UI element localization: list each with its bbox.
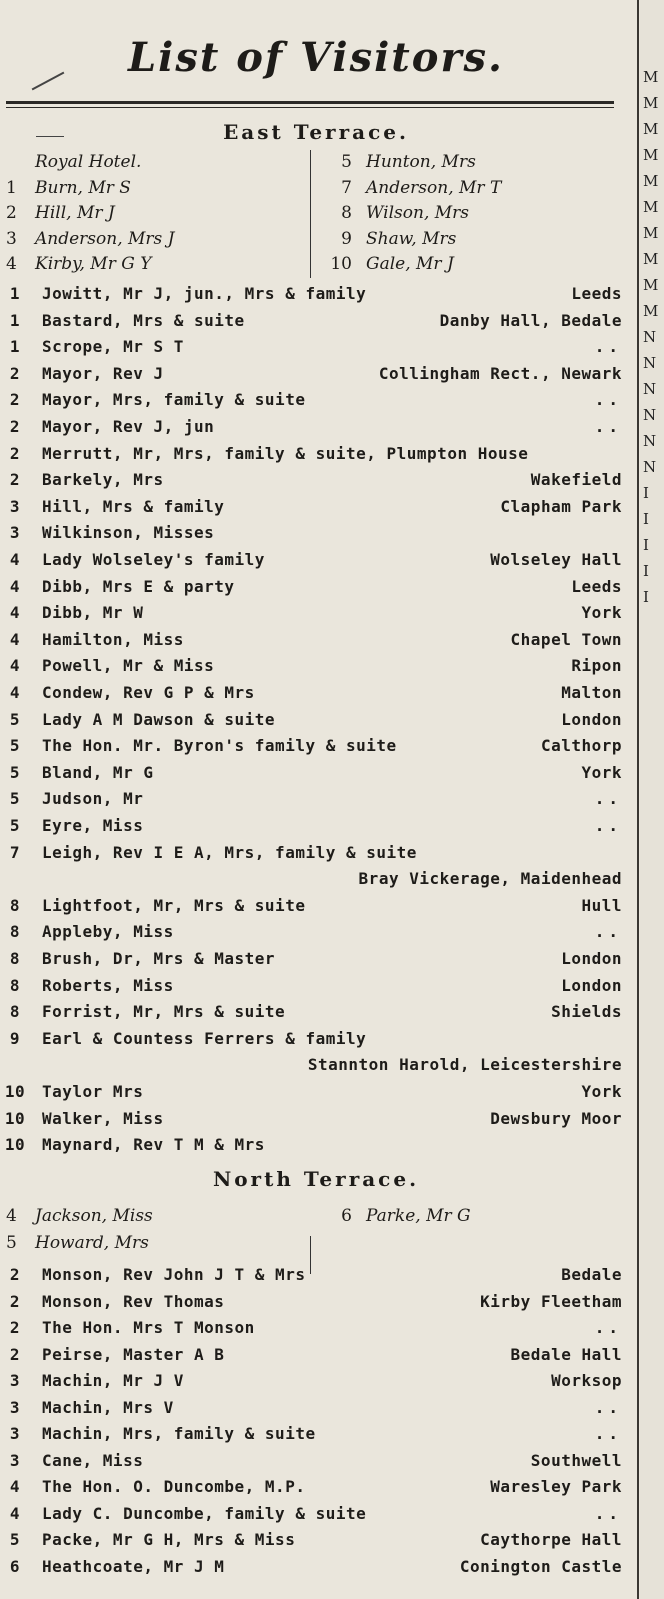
- lodging-number: 5: [9, 1530, 21, 1549]
- margin-letter: M: [643, 198, 659, 216]
- lodging-number: 3: [9, 496, 21, 516]
- visitor-row: [0, 896, 632, 923]
- guest-name: Wilson, Mrs: [366, 203, 470, 223]
- hotel-row: [0, 254, 632, 280]
- lodging-number: 2: [9, 1265, 21, 1284]
- visitor-name: Leigh, Rev I E A, Mrs, family & suite: [42, 842, 417, 862]
- visitor-residence: Collingham Rect., Newark: [378, 363, 622, 383]
- visitor-row: [0, 444, 632, 471]
- margin-letter: M: [643, 68, 659, 86]
- visitor-residence: Worksop: [551, 1371, 622, 1390]
- visitor-residence: Bray Vickerage, Maidenhead: [358, 869, 622, 889]
- lodging-number: 4: [9, 683, 21, 702]
- room-number: 5: [341, 152, 352, 172]
- visitor-name: Bastard, Mrs & suite: [42, 310, 245, 330]
- visitor-row: [0, 550, 632, 577]
- visitor-row: [0, 789, 632, 816]
- lodging-number: 2: [9, 1344, 21, 1364]
- visitor-name: Condew, Rev G P & Mrs: [42, 683, 255, 702]
- visitor-name: Monson, Rev Thomas: [42, 1291, 225, 1311]
- visitor-name: Scrope, Mr S T: [42, 337, 184, 357]
- visitor-residence: Wolseley Hall: [490, 550, 622, 569]
- visitor-row: [0, 736, 632, 763]
- visitor-row: [0, 1504, 632, 1531]
- lodging-number: 4: [9, 656, 21, 676]
- lodging-number: 10: [4, 1108, 26, 1128]
- section-east-terrace: East Terrace.: [223, 120, 409, 144]
- guest-name: Jackson, Miss: [35, 1206, 153, 1226]
- visitor-name: Roberts, Miss: [42, 975, 174, 995]
- visitor-name: Taylor Mrs: [42, 1082, 144, 1101]
- visitor-residence: Hull: [581, 895, 622, 915]
- visitor-name: Maynard, Rev T M & Mrs: [42, 1135, 265, 1155]
- column-divider: [310, 150, 311, 278]
- visitor-name: Barkely, Mrs: [42, 470, 164, 490]
- visitor-residence: Southwell: [530, 1450, 622, 1470]
- visitor-residence: York: [581, 603, 622, 623]
- lodging-number: 7: [9, 842, 21, 862]
- visitor-row: [0, 976, 632, 1003]
- room-number: 5: [6, 1233, 17, 1253]
- visitor-row: [0, 949, 632, 976]
- visitor-row: [0, 816, 632, 843]
- margin-letter: I: [643, 588, 649, 606]
- room-number: 7: [341, 177, 352, 198]
- visitor-row: [0, 630, 632, 657]
- margin-letter: N: [643, 458, 657, 476]
- room-number: 10: [330, 254, 352, 274]
- visitor-name: Mayor, Rev J: [42, 363, 164, 383]
- lodging-number: 3: [9, 1397, 21, 1417]
- visitor-name: Machin, Mrs V: [42, 1397, 174, 1417]
- margin-letter: M: [643, 146, 659, 164]
- visitor-residence: London: [561, 975, 622, 995]
- visitor-row: [0, 1002, 632, 1029]
- visitor-name: Heathcoate, Mr J M: [42, 1556, 225, 1576]
- guest-name: Parke, Mr G: [366, 1206, 471, 1226]
- visitor-name: Judson, Mr: [42, 789, 144, 809]
- visitor-row: [0, 497, 632, 524]
- lodging-number: 4: [9, 550, 21, 569]
- margin-letter: M: [643, 276, 659, 294]
- lodging-number: 8: [9, 895, 21, 915]
- visitor-name: The Hon. Mrs T Monson: [42, 1318, 255, 1337]
- visitor-residence: Danby Hall, Bedale: [439, 310, 622, 330]
- visitor-name: Lady Wolseley's family: [42, 550, 265, 569]
- visitor-name: Brush, Dr, Mrs & Master: [42, 949, 276, 968]
- visitor-name: Cane, Miss: [42, 1450, 144, 1470]
- visitor-residence: Malton: [561, 683, 622, 702]
- visitor-name: Lightfoot, Mr, Mrs & suite: [42, 895, 306, 915]
- visitor-row: [0, 1292, 632, 1319]
- visitor-residence: ..: [594, 816, 622, 835]
- margin-letter: N: [643, 328, 657, 346]
- hotel-row: [0, 1233, 632, 1259]
- adjacent-column-fragment: [643, 64, 664, 610]
- visitor-row: [0, 284, 632, 311]
- guest-name: Burn, Mr S: [35, 177, 131, 198]
- visitor-name: Dibb, Mrs E & party: [42, 576, 235, 596]
- visitor-name: Merrutt, Mr, Mrs, family & suite, Plumpton House: [42, 443, 529, 463]
- visitor-row: [0, 337, 632, 364]
- visitor-residence: ..: [594, 417, 622, 436]
- visitor-name: Mayor, Mrs, family & suite: [42, 390, 306, 410]
- visitor-name: Peirse, Master A B: [42, 1344, 225, 1364]
- margin-letter: M: [643, 172, 659, 190]
- visitor-row: [0, 1451, 632, 1478]
- visitor-residence: Caythorpe Hall: [480, 1530, 622, 1549]
- visitor-row: [0, 1398, 632, 1425]
- lodging-number: 4: [9, 576, 21, 596]
- guest-name: Hunton, Mrs: [366, 152, 476, 172]
- margin-letter: I: [643, 484, 649, 502]
- lodging-number: 8: [9, 922, 21, 942]
- visitor-residence: ..: [594, 789, 622, 809]
- visitor-row: [0, 1424, 632, 1451]
- visitor-row: [0, 603, 632, 630]
- visitor-residence: London: [561, 949, 622, 968]
- lodging-number: 8: [9, 949, 21, 968]
- margin-letter: M: [643, 120, 659, 138]
- visitor-row: [0, 1345, 632, 1372]
- visitor-name: Eyre, Miss: [42, 816, 144, 835]
- visitor-name: Lady C. Duncombe, family & suite: [42, 1503, 367, 1523]
- lodging-number: 5: [9, 736, 21, 756]
- visitor-name: The Hon. O. Duncombe, M.P.: [42, 1477, 306, 1496]
- visitor-row: [0, 523, 632, 550]
- visitor-row: [0, 843, 632, 870]
- lodging-number: 10: [4, 1135, 26, 1155]
- visitor-row: [0, 1109, 632, 1136]
- visitor-row: [0, 869, 632, 896]
- visitor-row: [0, 1029, 632, 1056]
- guest-name: Gale, Mr J: [366, 254, 454, 274]
- hotel-row: [0, 203, 632, 229]
- visitor-row: [0, 364, 632, 391]
- lodging-number: 8: [9, 1002, 21, 1022]
- guest-name: Anderson, Mrs J: [35, 228, 175, 249]
- visitor-residence: Leeds: [571, 576, 622, 596]
- visitor-row: [0, 656, 632, 683]
- visitor-residence: ..: [594, 922, 622, 942]
- visitor-name: Packe, Mr G H, Mrs & Miss: [42, 1530, 296, 1549]
- visitor-residence: ..: [594, 1503, 622, 1523]
- margin-letter: M: [643, 224, 659, 242]
- visitor-row: [0, 1082, 632, 1109]
- margin-letter: I: [643, 510, 649, 528]
- visitor-name: Machin, Mr J V: [42, 1371, 184, 1390]
- visitor-row: [0, 922, 632, 949]
- visitor-row: [0, 1557, 632, 1584]
- lodging-number: 4: [9, 629, 21, 649]
- visitor-name: Monson, Rev John J T & Mrs: [42, 1265, 306, 1284]
- section-north-terrace: North Terrace.: [212, 1167, 420, 1191]
- visitor-name: Hamilton, Miss: [42, 629, 184, 649]
- room-number: 6: [341, 1206, 352, 1226]
- visitor-residence: Calthorp: [540, 736, 622, 756]
- lodging-number: 4: [9, 1477, 21, 1496]
- visitor-residence: Leeds: [571, 284, 622, 303]
- lodging-number: 5: [9, 762, 21, 782]
- lodging-number: 2: [9, 1318, 21, 1337]
- hotel-row: [0, 229, 632, 255]
- hotel-row: [0, 1206, 632, 1232]
- visitor-row: [0, 1265, 632, 1292]
- visitor-row: [0, 1055, 632, 1082]
- margin-letter: I: [643, 562, 649, 580]
- guest-name: Royal Hotel.: [35, 152, 142, 172]
- visitor-residence: Bedale Hall: [510, 1344, 622, 1364]
- title-rule-thick: [6, 101, 614, 104]
- margin-letter: M: [643, 94, 659, 112]
- visitor-name: Hill, Mrs & family: [42, 496, 225, 516]
- visitor-residence: York: [581, 762, 622, 782]
- visitor-residence: Conington Castle: [459, 1556, 622, 1576]
- lodging-number: 5: [9, 816, 21, 835]
- visitor-residence: Dewsbury Moor: [490, 1108, 622, 1128]
- visitor-row: [0, 710, 632, 737]
- visitor-residence: London: [561, 709, 622, 729]
- visitor-name: Forrist, Mr, Mrs & suite: [42, 1002, 286, 1022]
- guest-name: Hill, Mr J: [35, 203, 115, 223]
- lodging-number: 2: [9, 390, 21, 410]
- visitor-residence: ..: [594, 1424, 622, 1443]
- room-number: 4: [6, 1206, 17, 1226]
- visitor-residence: Waresley Park: [490, 1477, 622, 1496]
- margin-letter: M: [643, 250, 659, 268]
- guest-name: Howard, Mrs: [35, 1233, 149, 1253]
- lodging-number: 3: [9, 1371, 21, 1390]
- guest-name: Anderson, Mr T: [366, 177, 502, 198]
- lodging-number: 3: [9, 523, 21, 543]
- visitor-row: [0, 763, 632, 790]
- room-number: 3: [6, 228, 17, 249]
- visitor-residence: Stannton Harold, Leicestershire: [307, 1055, 622, 1075]
- visitor-row: [0, 1318, 632, 1345]
- visitor-name: Mayor, Rev J, jun: [42, 417, 215, 436]
- margin-letter: N: [643, 380, 657, 398]
- visitor-row: [0, 1135, 632, 1162]
- lodging-number: 2: [9, 1291, 21, 1311]
- visitor-name: Bland, Mr G: [42, 762, 154, 782]
- margin-letter: I: [643, 536, 649, 554]
- visitor-name: Appleby, Miss: [42, 922, 174, 942]
- visitor-residence: ..: [594, 337, 622, 357]
- visitor-residence: ..: [594, 1397, 622, 1417]
- visitor-name: Walker, Miss: [42, 1108, 164, 1128]
- visitor-name: Earl & Countess Ferrers & family: [42, 1028, 367, 1048]
- visitor-residence: Bedale: [561, 1265, 622, 1284]
- lodging-number: 6: [9, 1556, 21, 1576]
- lodging-number: 1: [9, 284, 21, 303]
- visitor-residence: Kirby Fleetham: [480, 1291, 622, 1311]
- hotel-row: [0, 152, 632, 178]
- visitor-name: Jowitt, Mr J, jun., Mrs & family: [42, 284, 367, 303]
- column-rule: [637, 0, 639, 1599]
- visitor-name: Lady A M Dawson & suite: [42, 709, 276, 729]
- visitor-name: Dibb, Mr W: [42, 603, 144, 623]
- visitor-residence: Wakefield: [530, 470, 622, 490]
- visitor-residence: Ripon: [571, 656, 622, 676]
- margin-letter: M: [643, 302, 659, 320]
- lodging-number: 5: [9, 789, 21, 809]
- visitor-residence: ..: [594, 390, 622, 410]
- visitor-row: [0, 683, 632, 710]
- lodging-number: 1: [9, 310, 21, 330]
- visitor-residence: Chapel Town: [510, 629, 622, 649]
- visitor-residence: ..: [594, 1318, 622, 1337]
- lodging-number: 2: [9, 417, 21, 436]
- visitor-name: Powell, Mr & Miss: [42, 656, 215, 676]
- margin-letter: N: [643, 432, 657, 450]
- lodging-number: 1: [9, 337, 21, 357]
- lodging-number: 8: [9, 975, 21, 995]
- visitor-name: The Hon. Mr. Byron's family & suite: [42, 736, 397, 756]
- lodging-number: 4: [9, 603, 21, 623]
- visitor-row: [0, 577, 632, 604]
- page-title: List of Visitors.: [128, 34, 504, 81]
- visitor-row: [0, 1477, 632, 1504]
- lodging-number: 5: [9, 709, 21, 729]
- visitor-row: [0, 1530, 632, 1557]
- guest-name: Kirby, Mr G Y: [35, 254, 152, 274]
- visitor-row: [0, 417, 632, 444]
- room-number: 2: [6, 203, 17, 223]
- visitor-residence: Shields: [551, 1002, 622, 1022]
- room-number: 9: [341, 228, 352, 249]
- margin-letter: N: [643, 406, 657, 424]
- visitor-residence: Clapham Park: [500, 496, 622, 516]
- guest-name: Shaw, Mrs: [366, 228, 457, 249]
- visitor-row: [0, 470, 632, 497]
- visitor-row: [0, 390, 632, 417]
- room-number: 1: [6, 177, 17, 198]
- visitor-name: Machin, Mrs, family & suite: [42, 1424, 316, 1443]
- lodging-number: 10: [4, 1082, 26, 1101]
- visitor-row: [0, 311, 632, 338]
- lodging-number: 3: [9, 1424, 21, 1443]
- room-number: 4: [6, 254, 17, 274]
- visitor-residence: York: [581, 1082, 622, 1101]
- visitor-row: [0, 1371, 632, 1398]
- lodging-number: 2: [9, 443, 21, 463]
- lodging-number: 9: [9, 1028, 21, 1048]
- visitor-name: Wilkinson, Misses: [42, 523, 215, 543]
- lodging-number: 2: [9, 470, 21, 490]
- lodging-number: 4: [9, 1503, 21, 1523]
- hotel-row: [0, 178, 632, 204]
- title-rule-thin: [6, 107, 614, 108]
- lodging-number: 2: [9, 363, 21, 383]
- room-number: 8: [341, 203, 352, 223]
- lodging-number: 3: [9, 1450, 21, 1470]
- margin-letter: N: [643, 354, 657, 372]
